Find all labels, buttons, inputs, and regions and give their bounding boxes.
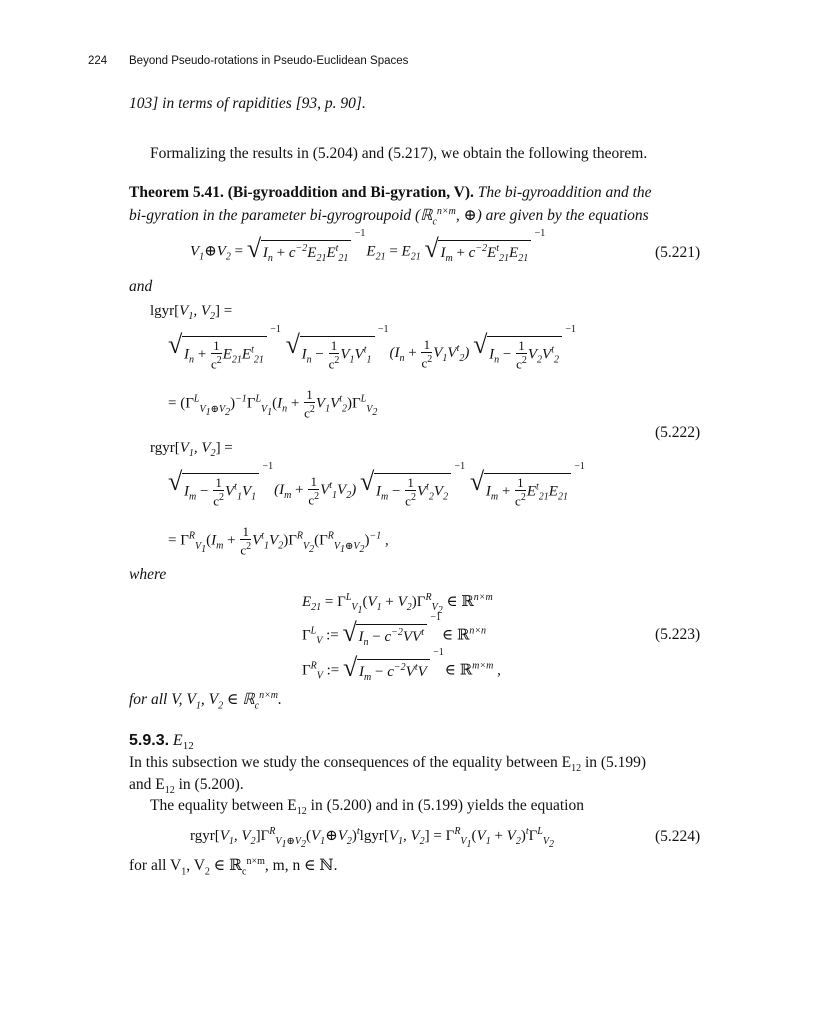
- equation-number-5-221: (5.221): [655, 244, 701, 261]
- theorem-text-2-sup: n×m: [436, 206, 456, 217]
- page-number: 224: [88, 55, 108, 67]
- theorem-text-1: The bi-gyroaddition and the: [477, 184, 652, 201]
- for-all-2-set-sub: c: [242, 866, 247, 878]
- theorem-label: Theorem 5.41. (Bi-gyroaddition and Bi-gyration, V).: [129, 184, 474, 201]
- lgyr-gamma-form: = $(\Gamma^L_{V_1\oplus V_2})^{-1}\Gamma^L_{V_1}(I_n$ + $\frac{1}{c^2}$ $V_1V^t_2)\Gamma^L_{V_2}$: [168, 387, 378, 421]
- theorem-text-2-tail: , ⊕) are given by the equations: [455, 207, 649, 225]
- for-all-clause-1: [129, 690, 282, 711]
- equation-5-224: $rgyr[V_1$, $V_2]\Gamma^R_{V_1\oplus V_2}(V_1\oplus V_2)^tlgyr[V_1$, $V_2] = \Gamma^R_{V_1}(V_1 + V_2)^t\Gamma^L_{V_2}$: [190, 826, 554, 850]
- rgyr-lhs: $rgyr[V_1$, $V_2$] =: [150, 440, 233, 459]
- for-all-clause-2: [129, 856, 337, 877]
- and-word: and: [129, 278, 153, 295]
- theorem-statement-line2: [129, 206, 649, 227]
- for-all-1-period: .: [278, 691, 282, 709]
- section-heading: [129, 732, 194, 752]
- continuation-line: 103] in terms of rapidities [93, p. 90].: [129, 95, 366, 112]
- where-word: where: [129, 566, 167, 583]
- for-all-2-sub2: 2: [204, 866, 210, 878]
- section-paragraph-line1: [129, 754, 646, 774]
- equation-number-5-224: (5.224): [655, 828, 701, 845]
- for-all-2-text2: , V: [186, 857, 205, 875]
- equation-number-5-222: (5.222): [655, 424, 701, 441]
- theorem-text-2-sub: c: [432, 216, 437, 228]
- for-all-1-set: ∈ ℝ: [223, 691, 255, 709]
- para2-a: In this subsection we study the consequences of the equality between E: [129, 754, 572, 771]
- theorem-text-2: bi-gyration in the parameter bi-gyrogroupoid (ℝ: [129, 207, 433, 225]
- for-all-2-text: for all V: [129, 857, 182, 875]
- for-all-1-text: for all V, V: [129, 691, 196, 709]
- for-all-2-set-sup: n×m: [246, 856, 265, 867]
- para2-sub2: 12: [164, 785, 175, 797]
- theorem-statement-line1: [129, 184, 652, 202]
- lgyr-lhs: $lgyr[V_1$, $V_2$] =: [150, 303, 233, 322]
- for-all-2-sub1: 1: [181, 866, 187, 878]
- for-all-1-set-sub: c: [254, 700, 260, 712]
- for-all-2-set: ∈ ℝ: [209, 857, 243, 875]
- para2-c: in (5.199): [581, 754, 647, 771]
- section-title: E: [172, 732, 183, 749]
- equation-number-5-223: (5.223): [655, 626, 701, 643]
- gamma-l-definition: $\Gamma^L_V$ := √ $I_n - c^{-2}VV^t$ −1 ∈ ℝ$^{n\times n}$: [302, 624, 486, 648]
- para2-d: and E: [129, 776, 165, 793]
- rgyr-product: √ $I_m$ − $\frac{1}{c^2}$ $V^t_1V_1$ −1 ($I_m$ + $\frac{1}{c^2}$ $V^t_1V_2$) √ $I_m$ − $\frac{1}{c^2}$ $V^t_2V_2$ −1 √ $I_m$ + $\frac{1}{c^2}$ $E^t_{21}E_{21}$ −1: [168, 473, 571, 508]
- running-title: Beyond Pseudo-rotations in Pseudo-Euclidean Spaces: [129, 55, 409, 67]
- intro-paragraph: Formalizing the results in (5.204) and (5.217), we obtain the following theorem.: [150, 145, 648, 162]
- e21-definition: $E_{21} = \Gamma^L_{V_1}(V_1 + V_2)\Gamma^R_{V_2}$ ∈ ℝ$^{n\times m}$: [302, 592, 493, 616]
- para2-sub1: 12: [571, 763, 582, 775]
- for-all-1-text2: , V: [200, 691, 219, 709]
- for-all-1-set-sup: n×m: [259, 690, 279, 701]
- section-title-sub: 12: [182, 740, 194, 753]
- for-all-2-tail: , m, n ∈ ℕ.: [264, 857, 338, 875]
- section-number: 5.9.3.: [129, 732, 170, 749]
- gamma-r-definition: $\Gamma^R_V$ := √ $I_m - c^{-2}V^tV$ −1 ∈ ℝ$^{m\times m}$ ,: [302, 659, 501, 683]
- equation-5-221: $V_1\oplus V_2$ = √ $I_n + c^{-2}E_{21}E^t_{21}$ −1 $E_{21} = E_{21}$ √ $I_m + c^{-2}E^t_{21}E_{21}$ −1: [190, 240, 531, 264]
- para3-a: The equality between E: [150, 797, 297, 814]
- section-paragraph-line2: [129, 776, 244, 796]
- para3-c: in (5.200) and in (5.199) yields the equation: [306, 797, 584, 814]
- section-paragraph-line3: [150, 797, 584, 817]
- para2-f: in (5.200).: [174, 776, 244, 793]
- lgyr-product: √ $I_n$ + $\frac{1}{c^2}$ $E_{21}E^t_{21}$ −1 √ $I_n$ − $\frac{1}{c^2}$ $V_1V^t_1$ −1 ($I_n$ + $\frac{1}{c^2}$ $V_1V^t_2$) √ $I_n$ − $\frac{1}{c^2}$ $V_2V^t_2$ −1: [168, 336, 562, 371]
- para3-sub: 12: [296, 806, 307, 818]
- rgyr-gamma-form: = $\Gamma^R_{V_1}(I_m$ + $\frac{1}{c^2}$ $V^t_1V_2)\Gamma^R_{V_2}(\Gamma^R_{V_1\oplus V_2})^{-1}$ ,: [168, 524, 389, 558]
- for-all-1-sub1: 1: [195, 700, 201, 712]
- for-all-1-sub2: 2: [218, 700, 224, 712]
